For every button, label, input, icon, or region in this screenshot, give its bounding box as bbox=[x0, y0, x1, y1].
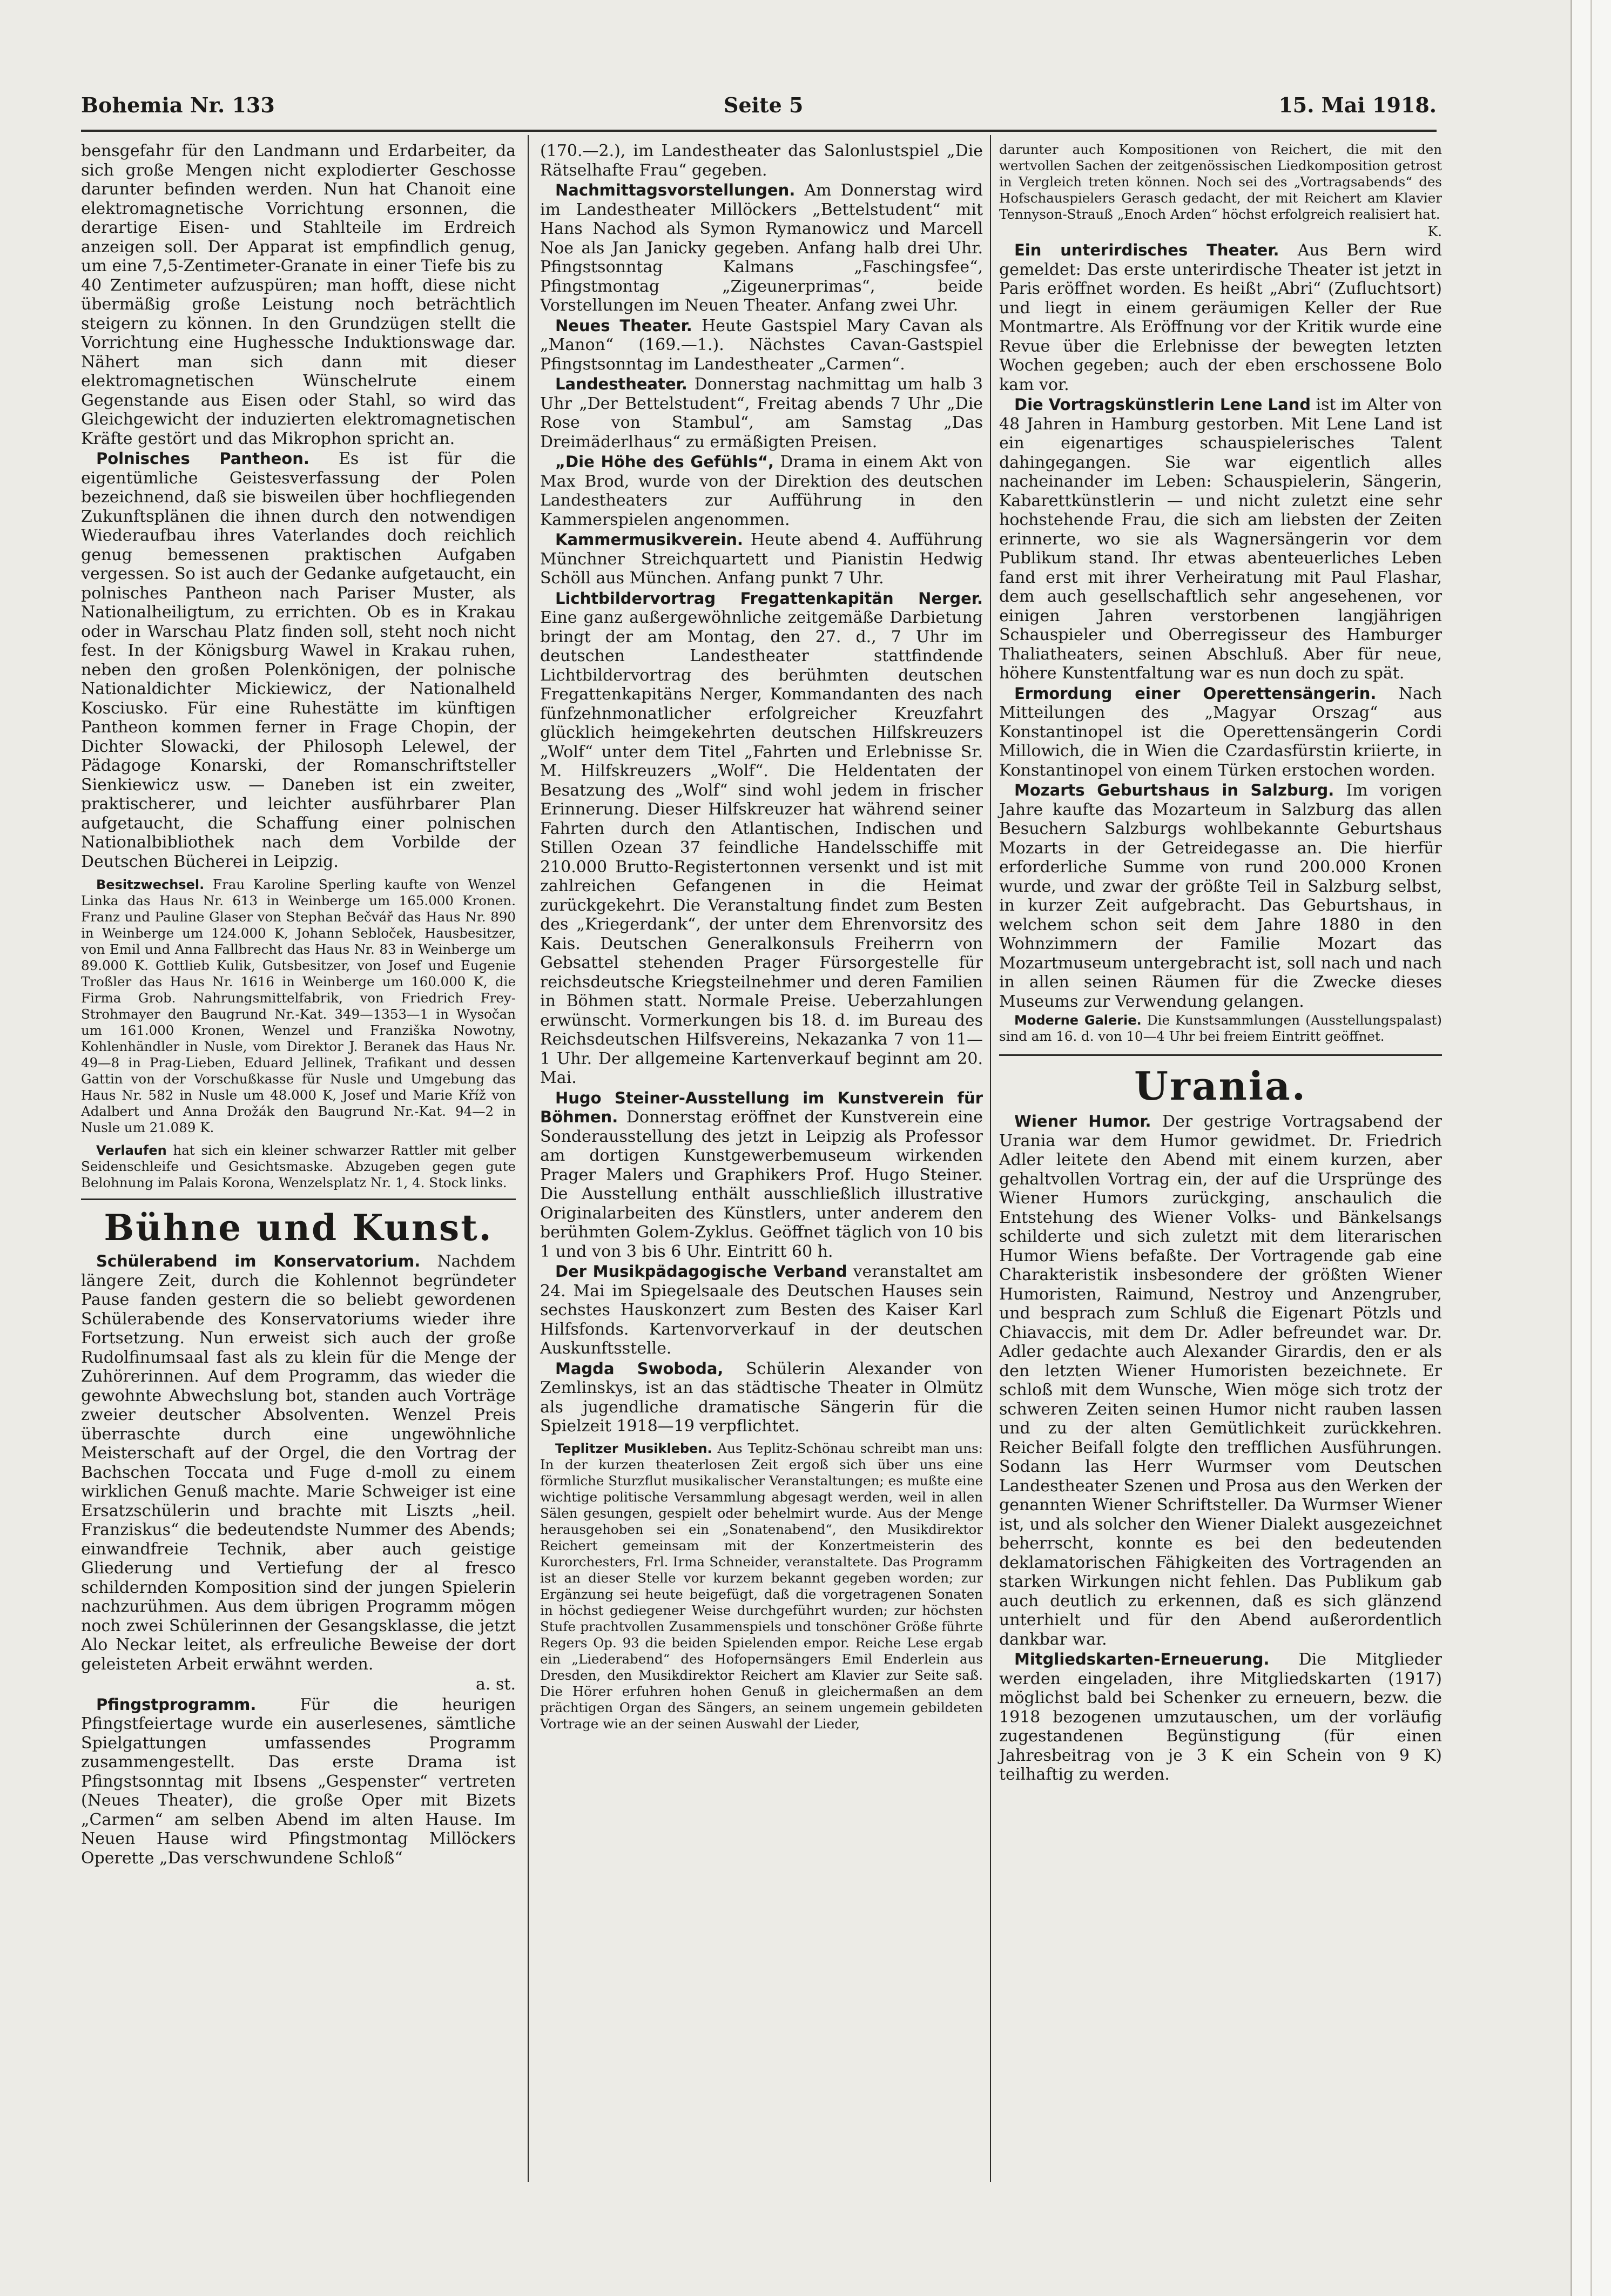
article-heading: Moderne Galerie. bbox=[1014, 1013, 1142, 1028]
article-heading: Neues Theater. bbox=[555, 316, 692, 335]
article-moderne-galerie: Moderne Galerie. Die Kunstsammlungen (Ausstellungspalast) sind am 16. d. von 10—4 Uhr bei freiem Eintritt geöffnet. bbox=[999, 1012, 1442, 1044]
section-rule bbox=[81, 1199, 516, 1200]
page-header bbox=[81, 93, 1437, 125]
newspaper-issue: Bohemia Nr. 133 bbox=[81, 93, 275, 117]
article-heading: Ermordung einer Operettensängerin. bbox=[1014, 684, 1377, 703]
article-heading: Die Vortragskünstlerin Lene Land bbox=[1014, 395, 1311, 414]
article-continuation: bensgefahr für den Landmann und Erdarbeiter, da sich große Mengen nicht explodierter Geschosse darunter befinden werden. Nun hat Chanoit eine elektromagnetische Vorrichtung ersonnen, die derartige Eisen- und Stahlteile im Erdreich anzeigen soll. Der Apparat ist empfindlich genug, um eine 7,5-Zentimeter-Granate in einer Tiefe bis zu 40 Zentimeter aufzuspüren; man hofft, diese nicht übermäßig große Leistung noch beträchtlich steigern zu können. In den Grundzügen stellt die Vorrichtung eine Hughessche Induktionswage dar. Nähert man sich dann mit dieser elektromagnetischen Wünschelrute einem Gegenstande aus Eisen oder Stahl, so wird das Gleichgewicht der induzierten elektromagnetischen Kräfte gestört und das Mikrophon spricht an. bbox=[81, 142, 516, 448]
article-magda-swoboda: Magda Swoboda, Schülerin Alexander von Zemlinskys, ist an das städtische Theater in Olmütz als jugendliche dramatische Sängerin für die Spielzeit 1918—19 verpflichtet. bbox=[540, 1359, 983, 1436]
article-heading: Teplitzer Musikleben. bbox=[555, 1440, 712, 1456]
article-schuelerabend: Schülerabend im Konservatorium. Nachdem längere Zeit, durch die Kohlennot begründeter Pause fanden gestern die so beliebt gewordenen Schülerabende des Konservatoriums wieder ihre Fortsetzung. Nun erweist sich auch der große Rudolfinumsaal fast als zu klein für die Menge der Zuhörerinnen. Auf dem Programm, das wieder die gewohnte Abwechslung bot, standen auch Vorträge zweier deutscher Absolventen. Wenzel Preis überraschte durch eine ungewöhnliche Meisterschaft auf der Orgel, die den Vortrag der Bachschen Toccata und Fuge d-moll zu einem wirklichen Genuß machte. Marie Schweiger ist eine Ersatzschülerin und brachte mit Liszts „heil. Franziskus“ die bedeutendste Nummer des Abends; einwandfreie Technik, aber auch geistige Gliederung und Vertiefung der al fresco schildernden Komposition sind der jungen Spielerin nachzurühmen. Aus dem übrigen Programm mögen noch zwei Schülerinnen der Gesangsklasse, die jetzt Alo Neckar leitet, als erfreuliche Beweise der dort geleisteten Arbeit erwähnt werden. bbox=[81, 1252, 516, 1674]
article-heading: Ein unterirdisches Theater. bbox=[1014, 241, 1279, 259]
article-heading: Schülerabend im Konservatorium. bbox=[96, 1252, 421, 1270]
article-mitgliedskarten: Mitgliedskarten-Erneuerung. Die Mitglieder werden eingeladen, ihre Mitgliedskarten (1917) möglichst bald bei Schenker zu erneuern, bezw. die 1918 bezogenen umzutauschen, um der vorläufig zugestandenen Begünstigung (für einen Jahresbeitrag von je 3 K ein Schein von 9 K) teilhaftig zu werden. bbox=[999, 1650, 1442, 1784]
article-kammermusikverein: Kammermusikverein. Heute abend 4. Aufführung Münchner Streichquartett und Pianistin Hedwig Schöll aus München. Anfang punkt 7 Uhr. bbox=[540, 530, 983, 588]
column-divider-1 bbox=[528, 135, 529, 2182]
article-heading: Mozarts Geburtshaus in Salzburg. bbox=[1014, 781, 1334, 799]
article-heading: Kammermusikverein. bbox=[555, 530, 743, 549]
article-signature: K. bbox=[1427, 224, 1442, 239]
article-besitzwechsel: Besitzwechsel. Frau Karoline Sperling kaufte von Wenzel Linka das Haus Nr. 613 in Weinberge um 165.000 Kronen. Franz und Pauline Glaser von Stephan Bečvář das Haus Nr. 890 in Weinberge um 124.000 K, Johann Sebloček, Hausbesitzer, von Emil und Anna Fallbrecht das Haus Nr. 83 in Weinberge um 89.000 K. Gottlieb Kulik, Gutsbesitzer, von Josef und Eugenie Troßler das Haus Nr. 1616 in Weinberge um 160.000 K, die Firma Grob. Nahrungsmittelfabrik, von Friedrich Frey-Strohmayer den Baugrund Nr.-Kat. 349—1353—1 in Wysočan um 161.000 Kronen, Wenzel und Franziška Nowotny, Kohlenhändler in Nusle, vom Direktor J. Beranek das Haus Nr. 49—8 in Prag-Lieben, Eduard Jellinek, Trafikant und dessen Gattin von der Vorschußkasse für Nusle und Umgebung das Haus Nr. 582 in Nusle um 48.000 K, Josef und Marie Kříž von Adalbert und Anna Drožák den Baugrund Nr.-Kat. 94—2 in Nusle um 21.089 K. bbox=[81, 877, 516, 1135]
article-landestheater: Landestheater. Donnerstag nachmittag um halb 3 Uhr „Der Bettelstudent“, Freitag abends 7 Uhr „Die Rose von Stambul“, am Samstag „Das Dreimäderlhaus“ zu ermäßigten Preisen. bbox=[540, 375, 983, 452]
article-continuation: darunter auch Kompositionen von Reichert, die mit den wertvollen Sachen der zeitgenössischen Liedkomposition getrost in Vergleich treten können. Noch sei des „Vortragsabends“ des Hofschauspielers Gerasch gedacht, der mit Reichert am Klavier Tennyson-Strauß „Enoch Arden“ höchst erfolgreich realisiert hat. bbox=[999, 142, 1442, 222]
article-wiener-humor: Wiener Humor. Der gestrige Vortragsabend der Urania war dem Humor gewidmet. Dr. Friedrich Adler leitete den Abend mit einem kurzen, aber gehaltvollen Vortrag ein, der auf die Ursprünge des Wiener Humors zurückging, anschaulich die Entstehung des Wiener Volks- und Bänkelsangs schilderte und sich zuletzt mit dem literarischen Humor Wiens befaßte. Der Vortragende gab eine Charakteristik insbesondere der größten Wiener Humoristen, Raimund, Nestroy und Anzengruber, und besprach zum Schluß die Eigenart Pötzls und Chiavaccis, mit dem Dr. Adler befreundet war. Dr. Adler gedachte auch Alexander Girardis, den er als den letzten Wiener Humoristen bezeichnete. Er schloß mit dem Wunsche, Wien möge sich trotz der schweren Zeiten seinen Humor nicht rauben lassen und zu der alten Gemütlichkeit zurückkehren. Reicher Beifall folgte den trefflichen Ausführungen. Sodann las Herr Wurmser vom Deutschen Landestheater Szenen und Prosa aus den Werken der genannten Wiener Schriftsteller. Da Wurmser Wiener ist, und als solcher den Wiener Dialekt ausgezeichnet beherrscht, konnte es bei den bedeutenden deklamatorischen Fähigkeiten des Vortragenden an starken Wirkungen nicht fehlen. Das Publikum gab auch deutlich zu erkennen, daß es sich glänzend unterhielt und für den Abend außerordentlich dankbar war. bbox=[999, 1112, 1442, 1649]
article-ermordung: Ermordung einer Operettensängerin. Nach Mitteilungen des „Magyar Orszag“ aus Konstantinopel ist die Operettensängerin Cordi Millowich, die in Wien die Czardasfürstin kriierte, in Konstantinopel von einem Türken erstochen worden. bbox=[999, 684, 1442, 780]
article-lene-land: Die Vortragskünstlerin Lene Land ist im Alter von 48 Jahren in Hamburg gestorben. Mit Lene Land ist ein eigenartiges schauspielerisches Talent dahingegangen. Sie war eigentlich alles nacheinander im Leben: Schauspielerin, Sängerin, Kabarettkünstlerin — und nicht zuletzt eine sehr hochstehende Frau, die sich am liebsten der Zeiten erinnerte, wo sie als Wagnersängerin vor dem Publikum stand. Ihr etwas abenteuerliches Leben fand erst mit ihrer Verheiratung mit Paul Flashar, dem auch gesellschaftlich sehr angesehenen, vor einigen Jahren verstorbenen langjährigen Schauspieler und Oberregisseur des Hamburger Thaliatheaters, seinen Abschluß. Aber für neue, höhere Kunstentfaltung war es nun doch zu spät. bbox=[999, 395, 1442, 683]
article-heading: Pfingstprogramm. bbox=[96, 1695, 257, 1714]
article-musikpaedagogischer-verband: Der Musikpädagogische Verband veranstaltet am 24. Mai im Spiegelsaale des Deutschen Hauses sein sechstes Hauskonzert zum Besten des Kaiser Karl Hilfsfonds. Kartenvorverkauf in der deutschen Auskunftsstelle. bbox=[540, 1262, 983, 1358]
article-heading: Mitgliedskarten-Erneuerung. bbox=[1014, 1650, 1270, 1668]
article-heading: „Die Höhe des Gefühls“, bbox=[555, 453, 774, 471]
article-hugo-steiner: Hugo Steiner-Ausstellung im Kunstverein für Böhmen. Donnerstag eröffnet der Kunstverein eine Sonderausstellung des jetzt in Leipzig als Professor am dortigen Kunstgewerbemuseum wirkenden Prager Malers und Graphikers Prof. Hugo Steiner. Die Ausstellung enthält ausschließlich illustrative Originalarbeiten des Künstlers, unter anderem den berühmten Golem-Zyklus. Geöffnet täglich von 10 bis 1 und von 3 bis 6 Uhr. Eintritt 60 h. bbox=[540, 1088, 983, 1261]
article-hoehe-des-gefuehls: „Die Höhe des Gefühls“, Drama in einem Akt von Max Brod, wurde von der Direktion des deutschen Landestheaters zur Aufführung in den Kammerspielen angenommen. bbox=[540, 453, 983, 529]
article-heading: Besitzwechsel. bbox=[96, 877, 205, 892]
article-heading: Wiener Humor. bbox=[1014, 1112, 1151, 1130]
header-rule bbox=[81, 130, 1437, 132]
article-heading: Der Musikpädagogische Verband bbox=[555, 1262, 847, 1281]
article-heading: Landestheater. bbox=[555, 375, 687, 393]
article-heading: Lichtbildervortrag Fregattenkapitän Nerger. bbox=[555, 589, 983, 608]
article-heading: Polnisches Pantheon. bbox=[96, 449, 309, 468]
column-3 bbox=[999, 142, 1442, 1786]
article-continuation: (170.—2.), im Landestheater das Salonlustspiel „Die Rätselhafte Frau“ gegeben. bbox=[540, 142, 983, 180]
section-title-urania: Urania. bbox=[1134, 1063, 1307, 1109]
article-unterirdisches-theater: Ein unterirdisches Theater. Aus Bern wird gemeldet: Das erste unterirdische Theater ist jetzt in Paris eröffnet worden. Es heißt „Abri“ (Zufluchtsort) und liegt in einem geräumigen Keller der Rue Montmartre. Als Eröffnung vor der Kritik wurde eine Revue über die Erlebnisse der bewegten letzten Wochen gegeben; auch der eben erschossene Bolo kam vor. bbox=[999, 241, 1442, 394]
article-heading: Verlaufen bbox=[96, 1143, 167, 1158]
article-heading: Hugo Steiner-Ausstellung im Kunstverein für Böhmen. bbox=[540, 1088, 983, 1126]
article-heading: Nachmittagsvorstellungen. bbox=[555, 181, 796, 199]
article-signature: a. st. bbox=[476, 1675, 516, 1694]
issue-date: 15. Mai 1918. bbox=[1278, 93, 1437, 117]
section-title-buehne-und-kunst: Bühne und Kunst. bbox=[104, 1207, 493, 1249]
column-divider-2 bbox=[990, 135, 991, 2182]
article-polnisches-pantheon: Polnisches Pantheon. Es ist für die eigentümliche Geistesverfassung der Polen bezeichnend, daß sie bisweilen über hochfliegenden Zukunftsplänen die ihnen durch den notwendigen Wiederaufbau ihres Vaterlandes doch reichlich genug bemessenen praktischen Aufgaben vergessen. So ist auch der Gedanke aufgetaucht, ein polnisches Pantheon nach Pariser Muster, als Nationalheiligtum, zu errichten. Ob es in Krakau oder in Warschau Platz finden soll, steht noch nicht fest. In der Königsburg Wawel in Krakau ruhen, neben den großen Polenkönigen, der polnische Nationaldichter Mickiewicz, der Nationalheld Kosciusko. Für eine Ruhestätte im künftigen Pantheon kommen ferner in Frage Chopin, der Dichter Slowacki, der Philosoph Lelewel, der Pädagoge Konarski, der Romanschriftsteller Sienkiewicz usw. — Daneben ist ein zweiter, praktischerer, und leichter ausführbarer Plan aufgetaucht, die Schaffung einer polnischen Nationalbibliothek nach dem Vorbilde der Deutschen Bücherei in Leipzig. bbox=[81, 449, 516, 871]
notice-verlaufen: Verlaufen hat sich ein kleiner schwarzer Rattler mit gelber Seidenschleife und Gesichtsmaske. Abzugeben gegen gute Belohnung im Palais Korona, Wenzelsplatz Nr. 1, 4. Stock links. bbox=[81, 1142, 516, 1190]
article-nachmittagsvorstellungen: Nachmittagsvorstellungen. Am Donnerstag wird im Landestheater Millöckers „Bettelstudent“ mit Hans Nachod als Symon Rymanowicz und Marcell Noe als Jan Janicky gegeben. Anfang halb drei Uhr. Pfingstsonntag Kalmans „Faschingsfee“, Pfingstmontag „Zigeunerprimas“, beide Vorstellungen im Neuen Theater. Anfang zwei Uhr. bbox=[540, 181, 983, 315]
section-rule bbox=[999, 1054, 1442, 1056]
article-lichtbildervortrag: Lichtbildervortrag Fregattenkapitän Nerger. Eine ganz außergewöhnliche zeitgemäße Darbietung bringt der am Montag, den 27. d., 7 Uhr im deutschen Landestheater stattfindende Lichtbildervortrag des berühmten deutschen Fregattenkapitäns Nerger, Kommandanten des nach fünfzehnmonatlicher erfolgreicher Kreuzfahrt glücklich heimgekehrten deutschen Hilfskreuzers „Wolf“ unter dem Titel „Fahrten und Erlebnisse Sr. M. Hilfskreuzers „Wolf“. Die Heldentaten der Besatzung des „Wolf“ sind wohl jedem in frischer Erinnerung. Dieser Hilfskreuzer hat während seiner Fahrten durch den Atlantischen, Indischen und Stillen Ozean 37 feindliche Handelsschiffe mit 210.000 Brutto-Registertonnen versenkt und ist mit zahlreichen Gefangenen in die Heimat zurückgekehrt. Die Veranstaltung findet zum Besten des „Kriegerdank“, der unter dem Ehrenvorsitz des Kais. Deutschen Generalkonsuls Freiherrn von Gebsattel stehenden Prager Fürsorgestelle für reichsdeutsche Kriegsteilnehmer und deren Familien in Böhmen statt. Normale Preise. Ueberzahlungen erwünscht. Vormerkungen bis 18. d. im Bureau des Reichsdeutschen Hilfsvereins, Nekazanka 7 von 11—1 Uhr. Der allgemeine Kartenverkauf beginnt am 20. Mai. bbox=[540, 589, 983, 1087]
article-teplitzer-musikleben: Teplitzer Musikleben. Aus Teplitz-Schönau schreibt man uns: In der kurzen theaterlosen Zeit ergoß sich über uns eine förmliche Sturzflut musikalischer Veranstaltungen; es mußte eine wichtige politische Versammlung abgesagt werden, weil in allen Sälen gesungen, gespielt oder behelmirt wurde. Aus der Menge herausgehoben sei ein „Sonatenabend“, den Musikdirektor Reichert gemeinsam mit der Konzertmeisterin des Kurorchesters, Frl. Irma Schneider, veranstaltete. Das Programm ist an dieser Stelle vor kurzem bekannt gegeben worden; zur Ergänzung sei heute beigefügt, daß die vorgetragenen Sonaten in höchst gediegener Weise durchgeführt wurden; zur höchsten Stufe prachtvollen Zusammenspiels und tonschöner Größe führte Regers Op. 93 die beiden Spielenden empor. Reiche Lese ergab ein „Liederabend“ des Hofopernsängers Emil Enderlein aus Dresden, den Musikdirektor Reichert am Klavier zur Seite saß. Die Hörer erfuhren hohen Genuß in gleichermaßen an dem prächtigen Organ des Sängers, an seinem ungemein gebildeten Vortrage wie an der seinen Auswahl der Lieder, bbox=[540, 1440, 983, 1732]
article-pfingstprogramm: Pfingstprogramm. Für die heurigen Pfingstfeiertage wurde ein auserlesenes, sämtliche Spielgattungen umfassendes Programm zusammengestellt. Das erste Drama ist Pfingstsonntag mit Ibsens „Gespenster“ vertreten (Neues Theater), die große Oper mit Bizets „Carmen“ am selben Abend im alten Hause. Im Neuen Hause wird Pfingstmontag Millöckers Operette „Das verschwundene Schloß“ bbox=[81, 1695, 516, 1868]
page-edge-line bbox=[1590, 0, 1592, 2296]
article-mozarts-geburtshaus: Mozarts Geburtshaus in Salzburg. Im vorigen Jahre kaufte das Mozarteum in Salzburg das allen Besuchern Salzburgs wohlbekannte Geburtshaus Mozarts in der Getreidegasse an. Die hierfür erforderliche Summe von rund 200.000 Kronen wurde, und zwar der größte Teil in Salzburg selbst, in kurzer Zeit aufgebracht. Das Geburtshaus, in welchem schon seit dem Jahre 1880 in den Wohnzimmern der Familie Mozart das Mozartmuseum untergebracht ist, soll nach und nach in allen seinen Räumen für die Zwecke dieses Museums zur Verwendung gelangen. bbox=[999, 781, 1442, 1011]
column-1 bbox=[81, 142, 516, 1869]
page-number: Seite 5 bbox=[724, 93, 804, 117]
article-heading: Magda Swoboda, bbox=[555, 1359, 724, 1378]
article-neues-theater: Neues Theater. Heute Gastspiel Mary Cavan als „Manon“ (169.—1.). Nächstes Cavan-Gastspiel Pfingstsonntag im Landestheater „Carmen“. bbox=[540, 316, 983, 374]
column-2 bbox=[540, 142, 983, 1733]
